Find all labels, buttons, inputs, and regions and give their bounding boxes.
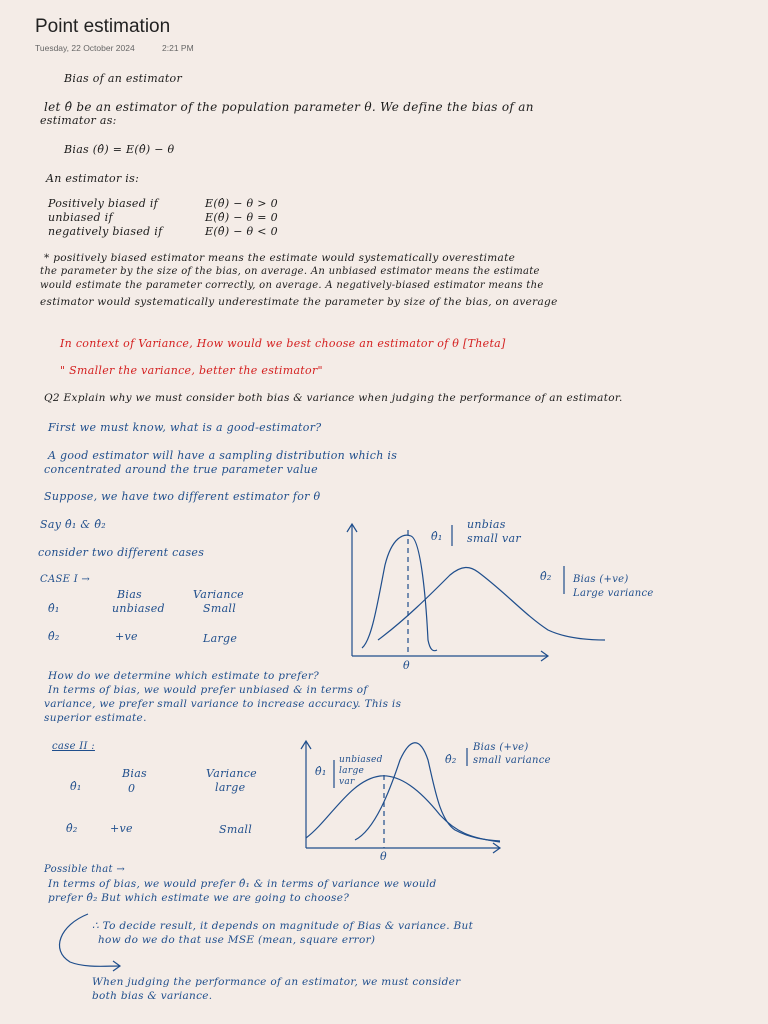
case1-label: CASE I → <box>40 574 91 585</box>
variance-answer: " Smaller the variance, better the estimator" <box>60 364 323 377</box>
case2-conclusion-7: both bias & variance. <box>92 990 213 1002</box>
case1-row1-bias: unbiased <box>112 602 165 615</box>
case1-graph-est1: θ̂₁ <box>431 530 443 543</box>
estimator-intro: An estimator is: <box>46 172 140 185</box>
case-cond-positive: E(θ̂) − θ > 0 <box>205 197 278 210</box>
case-label-positive: Positively biased if <box>48 197 159 210</box>
case2-graph-est1: θ̂₁ <box>315 765 327 778</box>
case1-graph-axis-label: θ <box>403 659 410 672</box>
q2-line-4: Suppose, we have two different estimator for θ <box>44 490 321 503</box>
curved-arrow <box>60 914 120 966</box>
case2-conclusion-1: Possible that → <box>44 864 125 875</box>
bias-note-line-4: estimator would systematically underestimate the parameter by size of the bias, on average <box>40 296 558 308</box>
q2-question: Q2 Explain why we must consider both bias & variance when judging the performance of an estimator. <box>44 392 623 404</box>
case2-row2-estimator: θ̂₂ <box>66 822 78 835</box>
case2-graph-axis-label: θ <box>380 850 387 863</box>
variance-question: In context of Variance, How would we best choose an estimator of θ [Theta] <box>60 337 506 350</box>
case2-row2-bias: +ve <box>110 822 133 835</box>
bias-note-line-3: would estimate the parameter correctly, on average. A negatively-biased estimator means the <box>40 280 544 291</box>
case2-graph-est1-line2: large <box>339 766 365 776</box>
page-title: Point estimation <box>35 16 171 37</box>
case1-conclusion-1: How do we determine which estimate to prefer? <box>48 670 320 682</box>
bias-formula: Bias (θ̂) = E(θ̂) − θ <box>64 143 175 156</box>
case2-conclusion-6: When judging the performance of an estimator, we must consider <box>92 976 461 988</box>
bias-definition-line-2: estimator as: <box>40 114 117 127</box>
case2-col-variance: Variance <box>206 767 257 780</box>
case2-row1-estimator: θ̂₁ <box>70 780 82 793</box>
case1-row1-variance: Small <box>203 602 237 615</box>
case2-conclusion-5: how do we do that use MSE (mean, square error) <box>98 934 376 946</box>
bias-note-line-1: * positively biased estimator means the estimate would systematically overestimate <box>44 252 516 264</box>
bias-heading: Bias of an estimator <box>64 72 183 85</box>
bias-note-line-2: the parameter by the size of the bias, on average. An unbiased estimator means the estimate <box>40 266 540 277</box>
case2-conclusion-3: prefer θ̂₂ But which estimate we are going to choose? <box>48 892 350 904</box>
q2-line-1: First we must know, what is a good-estimator? <box>48 421 322 434</box>
case1-col-variance: Variance <box>193 588 244 601</box>
case2-row1-bias: 0 <box>128 782 136 795</box>
case1-conclusion-2: In terms of bias, we would prefer unbiased & in terms of <box>48 684 368 696</box>
case-label-negative: negatively biased if <box>48 225 163 238</box>
page-time: 2:21 PM <box>162 43 194 53</box>
q2-line-6: consider two different cases <box>38 546 205 559</box>
q2-line-5: Say θ̂₁ & θ̂₂ <box>40 518 106 531</box>
case1-row2-variance: Large <box>203 632 238 645</box>
case1-row2-bias: +ve <box>115 630 138 643</box>
case2-graph-est1-line3: var <box>339 777 355 787</box>
case2-graph-est2-line2: small variance <box>473 755 551 766</box>
q2-line-3: concentrated around the true parameter value <box>44 463 318 476</box>
case2-label: case II : <box>52 741 95 752</box>
case1-graph-est2: θ̂₂ <box>540 570 552 583</box>
case2-graph-est2-line1: Bias (+ve) <box>473 742 529 753</box>
case2-graph-est1-line1: unbiased <box>339 755 383 765</box>
case2-graph-est2: θ̂₂ <box>445 753 457 766</box>
case2-row1-variance: large <box>215 781 246 794</box>
case2-conclusion-2: In terms of bias, we would prefer θ̂₁ & in terms of variance we would <box>48 878 437 890</box>
case1-col-bias: Bias <box>117 588 143 601</box>
case1-conclusion-3: variance, we prefer small variance to increase accuracy. This is <box>44 698 402 710</box>
case2-conclusion-4: ∴ To decide result, it depends on magnitude of Bias & variance. But <box>92 920 474 932</box>
page-date: Tuesday, 22 October 2024 <box>35 43 135 53</box>
case2-col-bias: Bias <box>122 767 148 780</box>
q2-line-2: A good estimator will have a sampling distribution which is <box>48 449 398 462</box>
case1-graph-est1-line2: small var <box>467 532 521 545</box>
case-label-unbiased: unbiased if <box>48 211 113 224</box>
case1-row1-estimator: θ̂₁ <box>48 602 60 615</box>
case1-conclusion-4: superior estimate. <box>44 712 147 724</box>
case1-graph-est2-line1: Bias (+ve) <box>573 574 629 585</box>
bias-definition-line-1: let θ̂ be an estimator of the population parameter θ. We define the bias of an <box>44 100 534 114</box>
case1-graph-est2-line2: Large variance <box>573 588 654 599</box>
case2-row2-variance: Small <box>219 823 253 836</box>
case1-row2-estimator: θ̂₂ <box>48 630 60 643</box>
case-cond-negative: E(θ̂) − θ < 0 <box>205 225 278 238</box>
case-cond-unbiased: E(θ̂) − θ = 0 <box>205 211 278 224</box>
case1-graph-est1-line1: unbias <box>467 518 506 531</box>
